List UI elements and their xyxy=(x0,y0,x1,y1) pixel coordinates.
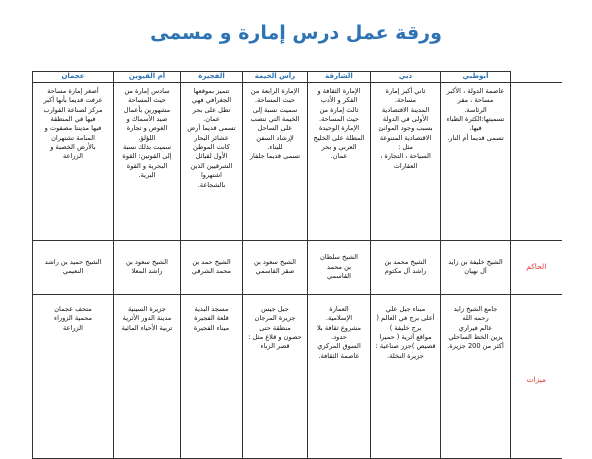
features-dubai: مبناء جبل علي أعلى برج في العالم ( برج خليفة ) مواقع أثرية ( حميرا قصيص )جزر صناعية : جزيرة النخلة. xyxy=(371,294,441,458)
ruler-rak: الشيخ سعود بن صقر القاسمي xyxy=(243,240,308,294)
info-abudhabi: عاصمة الدولة ، الأكبر مساحة ، مقر الرئاسة. تسميتها:الكثرة الظباء فيها. تسمى قديما أم النار. xyxy=(441,82,511,240)
col-header-rak: رأس الخيمة xyxy=(243,72,308,83)
info-uaq: سادس إمارة من حيث المساحة مشهورين بأعمال صيد الأسماك و الغوص و تجارة اللؤلؤ. سميت بذلك نسبة إلى القوتين: القوة البحرية و القوة البرية. xyxy=(114,82,181,240)
ruler-sharjah: الشيخ سلطان بن محمد القاسمي xyxy=(308,240,371,294)
col-header-abudhabi: أبوظبي xyxy=(441,72,511,83)
ruler-uaq: الشيخ سعود بن راشد المعلا xyxy=(114,240,181,294)
features-row xyxy=(33,294,562,458)
worksheet-title: ورقة عمل درس إمارة و مسمى xyxy=(150,22,442,44)
info-sharjah: الإمارة الثقافة و الفكر و الأدب ثالث إمارة من حيث المساحة. الإمارة الوحيدة المطلة على الخليج العربي و بحر عمان. xyxy=(308,82,371,240)
ruler-dubai: الشيخ محمد بن راشد آل مكتوم xyxy=(371,240,441,294)
header-row xyxy=(33,72,562,83)
features-ajman: متحف عجمان محمية الزوراء الزراعة xyxy=(33,294,114,458)
col-header-uaq: أم القيوين xyxy=(114,72,181,83)
col-header-ajman: عجمان xyxy=(33,72,114,83)
ruler-row xyxy=(33,240,562,294)
col-header-sharjah: الشارقة xyxy=(308,72,371,83)
info-dubai: ثاني أكبر إمارة مساحة. المدينة الاقتصادية الأولى في الدولة بسبب وجود الموانئ الاقتصادية المتنوعة مثل : السياحة ، التجارة ، العقارات xyxy=(371,82,441,240)
features-fujairah: مسجد البدية قلعة الفجيرة ميناء الفجيرة xyxy=(181,294,243,458)
ruler-ajman: الشيخ حميد بن راشد النعيمي xyxy=(33,240,114,294)
row-label-features: ميزات xyxy=(511,294,562,458)
corner-cell xyxy=(511,72,562,83)
features-rak: جبل جيس جزيرة المرجان منطقة حتى حصون و قلاع مثل : قصر الزباء xyxy=(243,294,308,458)
info-fujairah: تتميز بموقعها الجغرافي فهي تطل على بحر عمان. تسمى قديما أرض عشائر البحار كانت الموطن الأول لقبائل الشرقيين الذين اشتهروا بالشجاعة. xyxy=(181,82,243,240)
info-ajman: أصغر إمارة مساحة عرفت قديما بأنها أكبر مركز لصناعة القوارب فيها في المنطقة فيها مدينتا مصفوت و المنامة تشتهران بالأرض الخصبة و الزراعة xyxy=(33,82,114,240)
info-rak: الإمارة الرابعة من حيث المساحة. سميت نسبة إلى الخيمة التي تنصب على الساحل لإرشاد السفن للبناء. تسمى قديما جلفار xyxy=(243,82,308,240)
info-row xyxy=(33,82,562,240)
ruler-fujairah: الشيخ حمد بن محمد الشرقي xyxy=(181,240,243,294)
row-label-ruler: الحاكم xyxy=(511,240,562,294)
col-header-dubai: دبي xyxy=(371,72,441,83)
features-uaq: جزيرة السينية مدينة الدور الأثرية تربية الأحياء المائية xyxy=(114,294,181,458)
ruler-abudhabi: الشيخ خليفة بن زايد آل نهيان xyxy=(441,240,511,294)
emirates-table xyxy=(32,71,562,459)
features-abudhabi: جامع الشيخ زايد رحمه الله عالم فيراري يزين الخط الساحلي أكثر من 200 جزيرة. xyxy=(441,294,511,458)
col-header-fujairah: الفجيرة xyxy=(181,72,243,83)
row-label-info xyxy=(511,82,562,240)
features-sharjah: العمارة الإسلامية. مشروع ثقافة بلا حدود. السوق المركزي عاصمة الثقافة. xyxy=(308,294,371,458)
